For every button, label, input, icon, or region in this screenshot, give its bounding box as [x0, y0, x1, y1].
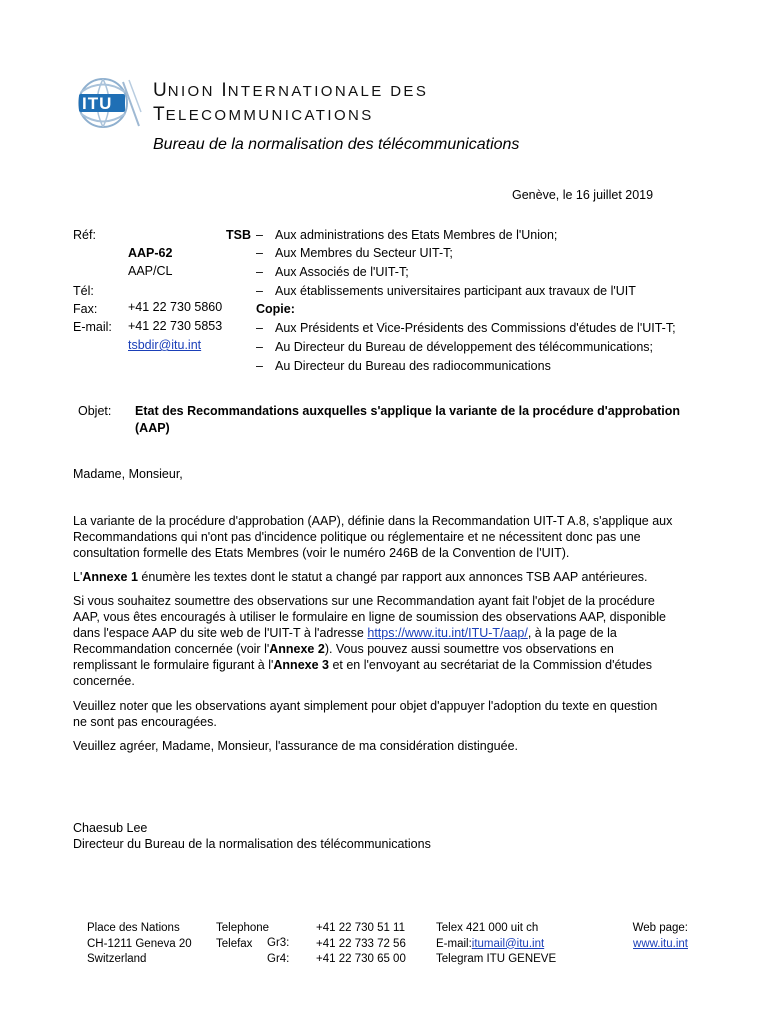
footer-numbers: +41 22 730 51 11 +41 22 733 72 56 +41 22 730 65 00	[316, 922, 406, 965]
subject-label: Objet:	[78, 404, 112, 418]
tsb-label: TSB	[226, 228, 251, 242]
subject-line-1: Etat des Recommandations auxquelles s'applique la variante de la procédure d'approbation	[135, 404, 680, 418]
copy-item: Aux Présidents et Vice-Présidents des Commissions d'études de l'UIT-T;	[275, 321, 676, 335]
body-p3-line: Si vous souhaitez soumettre des observations sur une Recommandation ayant fait l'objet de la procédure	[73, 594, 655, 608]
tel-value: +41 22 730 5860	[128, 300, 223, 314]
org-name-line2: TELECOMMUNICATIONS	[153, 104, 374, 125]
subject-line-2: (AAP)	[135, 421, 170, 435]
ref-value-2: AAP/CL	[128, 264, 173, 278]
footer-web: Web page: www.itu.int	[632, 922, 688, 950]
email-label: E-mail:	[73, 320, 112, 334]
signatory-name: Chaesub Lee	[73, 821, 148, 835]
org-name-line1: UNION INTERNATIONALE DES	[153, 80, 429, 101]
footer-email-link[interactable]: itumail@itu.int	[471, 937, 545, 950]
footer-address: Place des Nations CH-1211 Geneva 20 Switzerland	[87, 922, 192, 965]
aap-link[interactable]: https://www.itu.int/ITU-T/aap/	[367, 626, 528, 640]
recipient-item: Aux administrations des Etats Membres de l'Union;	[275, 228, 558, 242]
body-p3-line: dans l'espace AAP du site web de l'UIT-T à l'adresse https://www.itu.int/ITU-T/aap/, à la page de la	[73, 626, 617, 640]
bureau-subtitle: Bureau de la normalisation des télécommunications	[153, 136, 520, 153]
body-p4-line: Veuillez noter que les observations ayant simplement pour objet d'appuyer l'adoption du texte en question	[73, 699, 658, 713]
footer-web-link[interactable]: www.itu.int	[633, 937, 688, 950]
email-value[interactable]: tsbdir@itu.int	[128, 338, 202, 352]
copy-dash: –	[256, 340, 263, 354]
body-p4-line: ne sont pas encouragées.	[73, 715, 217, 729]
letter-date: Genève, le 16 juillet 2019	[512, 188, 654, 202]
body-p3-line: concernée.	[73, 674, 135, 688]
recipient-item: Aux établissements universitaires participant aux travaux de l'UIT	[275, 284, 636, 298]
ref-label: Réf:	[73, 228, 96, 242]
footer-gr-labels: Gr3: Gr4:	[267, 937, 290, 965]
copy-item: Au Directeur du Bureau des radiocommunications	[275, 359, 551, 373]
copy-label: Copie:	[256, 302, 295, 316]
fax-value: +41 22 730 5853	[128, 319, 223, 333]
body-p2: L'Annexe 1 énumère les textes dont le statut a changé par rapport aux annonces TSB AAP antérieures.	[73, 570, 648, 584]
itu-logo	[73, 72, 143, 134]
body-p3-line: AAP, vous êtes encouragés à utiliser le formulaire en ligne de soumission des observations AAP, disponible	[73, 610, 666, 624]
body-p5: Veuillez agréer, Madame, Monsieur, l'assurance de ma considération distinguée.	[73, 739, 519, 753]
fax-label: Fax:	[73, 302, 98, 316]
logo-text: ITU	[82, 94, 113, 113]
body-p3-line: Recommandation concernée (voir l'Annexe 2). Vous pouvez aussi soumettre vos observations en	[73, 642, 614, 656]
copy-item: Au Directeur du Bureau de développement des télécommunications;	[275, 340, 653, 354]
recipient-dash: –	[256, 265, 263, 279]
signatory-title: Directeur du Bureau de la normalisation des télécommunications	[73, 837, 431, 851]
footer-contacts: Telex 421 000 uit ch E-mail:itumail@itu.int Telegram ITU GENEVE	[436, 922, 557, 965]
copy-dash: –	[256, 321, 263, 335]
body-p1-line: La variante de la procédure d'approbation (AAP), définie dans la Recommandation UIT-T A.8, s'applique aux	[73, 514, 673, 528]
recipient-dash: –	[256, 246, 263, 260]
ref-value-1: AAP-62	[128, 246, 173, 260]
footer-tel-labels: Telephone Telefax	[216, 922, 270, 950]
tel-label: Tél:	[73, 284, 94, 298]
copy-dash: –	[256, 359, 263, 373]
body-p1-line: consultation formelle des Etats Membres (voir le numéro 246B de la Convention de l'UIT).	[73, 546, 570, 560]
body-p3-line: remplissant le formulaire figurant à l'Annexe 3 et en l'envoyant au secrétariat de la Commission d'études	[73, 658, 652, 672]
recipient-dash: –	[256, 284, 263, 298]
salutation: Madame, Monsieur,	[73, 467, 183, 481]
recipient-item: Aux Membres du Secteur UIT-T;	[275, 246, 453, 260]
body-p1-line: Recommandations qui n'ont pas d'incidence politique ou réglementaire et ne nécessitent donc pas une	[73, 530, 641, 544]
recipient-dash: –	[256, 228, 263, 242]
recipient-item: Aux Associés de l'UIT-T;	[275, 265, 409, 279]
